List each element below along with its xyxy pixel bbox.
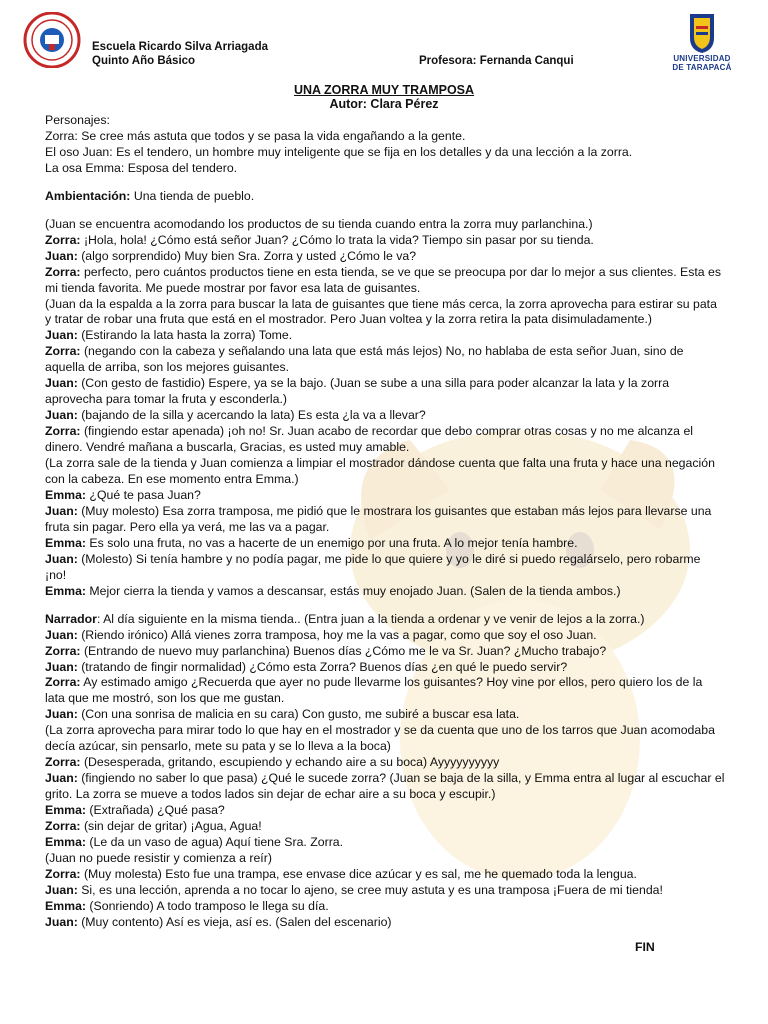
school-seal-icon xyxy=(20,12,84,68)
speaker-name: Juan: xyxy=(45,376,78,391)
dialogue-line xyxy=(45,660,725,676)
dialogue-line xyxy=(45,344,725,376)
dialogue-line xyxy=(45,755,725,771)
speaker-name: Juan: xyxy=(45,914,78,929)
scene-one xyxy=(45,217,725,600)
document-title-block xyxy=(0,83,768,111)
speaker-name: Narrador xyxy=(45,611,97,626)
document-title: UNA ZORRA MUY TRAMPOSA xyxy=(293,83,475,97)
dialogue-text: (Sonriendo) A todo tramposo le llega su día. xyxy=(86,898,329,913)
dialogue-text: ¿Qué te pasa Juan? xyxy=(86,487,201,502)
speaker-name: Zorra: xyxy=(45,232,81,247)
speaker-name: Zorra: xyxy=(45,424,81,439)
dialogue-text: (Extrañada) ¿Qué pasa? xyxy=(86,803,225,818)
scene-two xyxy=(45,612,725,931)
speaker-name: Zorra: xyxy=(45,675,81,690)
dialogue-line xyxy=(45,233,725,249)
setting-label: Ambientación: xyxy=(45,188,131,203)
dialogue-text: (fingiendo no saber lo que pasa) ¿Qué le sucede zorra? (Juan se baja de la silla, y Emma entra al lugar al escuchar el grito. La zorra se mueve a todos lados sin dejar de echar aire a su boca y escupir.) xyxy=(45,771,725,802)
character-line: Zorra: Se cree más astuta que todos y se pasa la vida engañando a la gente. xyxy=(45,128,466,143)
dialogue-line xyxy=(45,771,725,803)
dialogue-text: (fingiendo estar apenada) ¡oh no! Sr. Juan acabo de recordar que debo comprar otras cosas y no me alcanza el dinero. Vendré mañana a buscarla, Gracias, es usted muy amable. xyxy=(45,424,694,455)
speaker-name: Emma: xyxy=(45,535,87,550)
dialogue-text: (Riendo irónico) Allá vienes zorra tramposa, hoy me la vas a pagar, como que soy el oso Juan. xyxy=(77,627,597,642)
university-logo xyxy=(660,12,744,72)
dialogue-text: (Juan se encuentra acomodando los productos de su tienda cuando entra la zorra muy parlanchina.) xyxy=(45,216,593,231)
dialogue-line xyxy=(45,612,725,628)
dialogue-text: ¡Hola, hola! ¿Cómo está señor Juan? ¿Cómo lo trata la vida? Tiempo sin pasar por su tienda. xyxy=(80,232,594,247)
grade-label: Quinto Año Básico xyxy=(92,55,196,67)
speaker-name: Emma: xyxy=(45,834,87,849)
dialogue-line xyxy=(45,584,725,600)
dialogue-text: (Estirando la lata hasta la zorra) Tome. xyxy=(77,328,293,343)
dialogue-line xyxy=(45,883,725,899)
speaker-name: Juan: xyxy=(45,771,78,786)
dialogue-line xyxy=(45,424,725,456)
speaker-name: Juan: xyxy=(45,627,78,642)
university-name-line2: DE TARAPACÁ xyxy=(672,63,732,72)
dialogue-line xyxy=(45,376,725,408)
speaker-name: Emma: xyxy=(45,803,87,818)
dialogue-line xyxy=(45,536,725,552)
university-name-line1: UNIVERSIDAD xyxy=(673,54,731,63)
speaker-name: Juan: xyxy=(45,551,78,566)
dialogue-line xyxy=(45,644,725,660)
dialogue-text: (Muy contento) Así es vieja, así es. (Salen del escenario) xyxy=(77,914,392,929)
dialogue-line xyxy=(45,675,725,707)
character-line: Personajes: xyxy=(45,113,110,127)
character-line: El oso Juan: Es el tendero, un hombre muy inteligente que se fija en los detalles y da una lección a la zorra. xyxy=(45,144,633,159)
dialogue-text: (Muy molesta) Esto fue una trampa, ese envase dice azúcar y es sal, me he quemado toda la lengua. xyxy=(80,866,637,881)
dialogue-text: (Con una sonrisa de malicia en su cara) Con gusto, me subiré a buscar esa lata. xyxy=(77,707,520,722)
dialogue-text: (Entrando de nuevo muy parlanchina) Buenos días ¿Cómo me le va Sr. Juan? ¿Mucho trabajo? xyxy=(80,643,607,658)
speaker-name: Juan: xyxy=(45,328,78,343)
dialogue-text: (Muy molesto) Esa zorra tramposa, me pidió que le mostrara los guisantes que estaban más lejos para llevarse una fruta sin pagar. Pero ella ya verá, me las va a pagar. xyxy=(45,503,712,534)
dialogue-text: (Juan no puede resistir y comienza a reír) xyxy=(45,850,272,865)
dialogue-line xyxy=(45,867,725,883)
speaker-name: Juan: xyxy=(45,659,78,674)
speaker-name: Zorra: xyxy=(45,819,81,834)
dialogue-text: Mejor cierra la tienda y vamos a descansar, estás muy enojado Juan. (Salen de la tienda ambos.) xyxy=(86,583,621,598)
dialogue-line xyxy=(45,552,725,584)
dialogue-text: (La zorra sale de la tienda y Juan comienza a limpiar el mostrador dándose cuenta que falta una fruta y hace una negación con la cabeza. En ese momento entra Emma.) xyxy=(45,456,715,487)
dialogue-line xyxy=(45,819,725,835)
setting-text: Una tienda de pueblo. xyxy=(130,188,255,203)
dialogue-text: (bajando de la silla y acercando la lata) Es esta ¿la va a llevar? xyxy=(77,408,426,423)
speaker-name: Emma: xyxy=(45,487,87,502)
document-author: Autor: Clara Pérez xyxy=(329,97,439,111)
dialogue-text: Si, es una lección, aprenda a no tocar lo ajeno, se cree muy astuta y es una tramposa ¡Fuera de mi tienda! xyxy=(77,882,663,897)
school-header xyxy=(92,40,268,68)
teacher-label: Profesora: Fernanda Canqui xyxy=(419,55,574,67)
dialogue-line xyxy=(45,217,725,233)
dialogue-line xyxy=(45,297,725,329)
school-name: Escuela Ricardo Silva Arriagada xyxy=(92,41,268,53)
dialogue-line xyxy=(45,899,725,915)
dialogue-line xyxy=(45,249,725,265)
dialogue-line xyxy=(45,723,725,755)
speaker-name: Juan: xyxy=(45,503,78,518)
dialogue-text: (sin dejar de gritar) ¡Agua, Agua! xyxy=(80,819,262,834)
dialogue-text: Ay estimado amigo ¿Recuerda que ayer no pude llevarme los guisantes? Hoy vine por ellos, pero quiero los de la lata que me mostró, son los que me gustan. xyxy=(45,675,703,706)
dialogue-line xyxy=(45,328,725,344)
dialogue-text: (negando con la cabeza y señalando una lata que está más lejos) No, no hablaba de esta señor Juan, sino de aquella de arriba, son los mejores guisantes. xyxy=(45,344,684,375)
character-line: La osa Emma: Esposa del tendero. xyxy=(45,160,238,175)
dialogue-text: : Al día siguiente en la misma tienda.. (Entra juan a la tienda a ordenar y ve venir de lejos a la zorra.) xyxy=(96,611,645,626)
speaker-name: Juan: xyxy=(45,882,78,897)
speaker-name: Juan: xyxy=(45,248,78,263)
university-shield-icon xyxy=(660,12,744,54)
speaker-name: Zorra: xyxy=(45,755,81,770)
speaker-name: Juan: xyxy=(45,707,78,722)
dialogue-text: (La zorra aprovecha para mirar todo lo que hay en el mostrador y se da cuenta que uno de los tarros que Juan acomodaba decía azúcar, sin pensarlo, mete su pata y se lo lleva a la boca) xyxy=(45,723,715,754)
dialogue-text: (Con gesto de fastidio) Espere, ya se la bajo. (Juan se sube a una silla para poder alcanzar la lata y la zorra aprovecha para tomar la fruta y esconderla.) xyxy=(45,376,670,407)
speaker-name: Zorra: xyxy=(45,643,81,658)
dialogue-line xyxy=(45,456,725,488)
end-label: FIN xyxy=(635,940,655,954)
dialogue-line xyxy=(45,707,725,723)
dialogue-line xyxy=(45,915,725,931)
dialogue-line xyxy=(45,851,725,867)
dialogue-text: (Desesperada, gritando, escupiendo y echando aire a su boca) Ayyyyyyyyyy xyxy=(80,755,500,770)
speaker-name: Emma: xyxy=(45,898,87,913)
dialogue-text: (Molesto) Si tenía hambre y no podía pagar, me pide lo que quiere y yo le diré si puedo regalárselo, pero robarme ¡no! xyxy=(45,551,701,582)
dialogue-line xyxy=(45,504,725,536)
dialogue-line xyxy=(45,488,725,504)
dialogue-line xyxy=(45,265,725,297)
speaker-name: Zorra: xyxy=(45,344,81,359)
dialogue-text: (Le da un vaso de agua) Aquí tiene Sra. Zorra. xyxy=(86,834,344,849)
speaker-name: Zorra: xyxy=(45,264,81,279)
speaker-name: Zorra: xyxy=(45,866,81,881)
dialogue-line xyxy=(45,803,725,819)
speaker-name: Emma: xyxy=(45,583,87,598)
dialogue-line xyxy=(45,835,725,851)
speaker-name: Juan: xyxy=(45,408,78,423)
dialogue-text: Es solo una fruta, no vas a hacerte de un enemigo por una fruta. A lo mejor tenía hambre. xyxy=(86,535,578,550)
characters-section xyxy=(45,113,725,177)
dialogue-text: (Juan da la espalda a la zorra para buscar la lata de guisantes que tiene más cerca, la zorra aprovecha para estirar su pata y tratar de robar una fruta que está en el mostrador. Pero Juan voltea y la zorra retira la pata disimuladamente.) xyxy=(45,296,717,327)
dialogue-line xyxy=(45,628,725,644)
dialogue-text: (tratando de fingir normalidad) ¿Cómo esta Zorra? Buenos días ¿en qué le puedo servir? xyxy=(77,659,568,674)
setting-line xyxy=(45,189,725,205)
dialogue-text: (algo sorprendido) Muy bien Sra. Zorra y usted ¿Cómo le va? xyxy=(77,248,417,263)
script-body xyxy=(45,113,725,931)
dialogue-line xyxy=(45,408,725,424)
dialogue-text: perfecto, pero cuántos productos tiene en esta tienda, se ve que se preocupa por dar lo mejor a sus clientes. Esta es mi tienda favorita. Me puede mostrar por favor esa lata de guisantes. xyxy=(45,264,722,295)
